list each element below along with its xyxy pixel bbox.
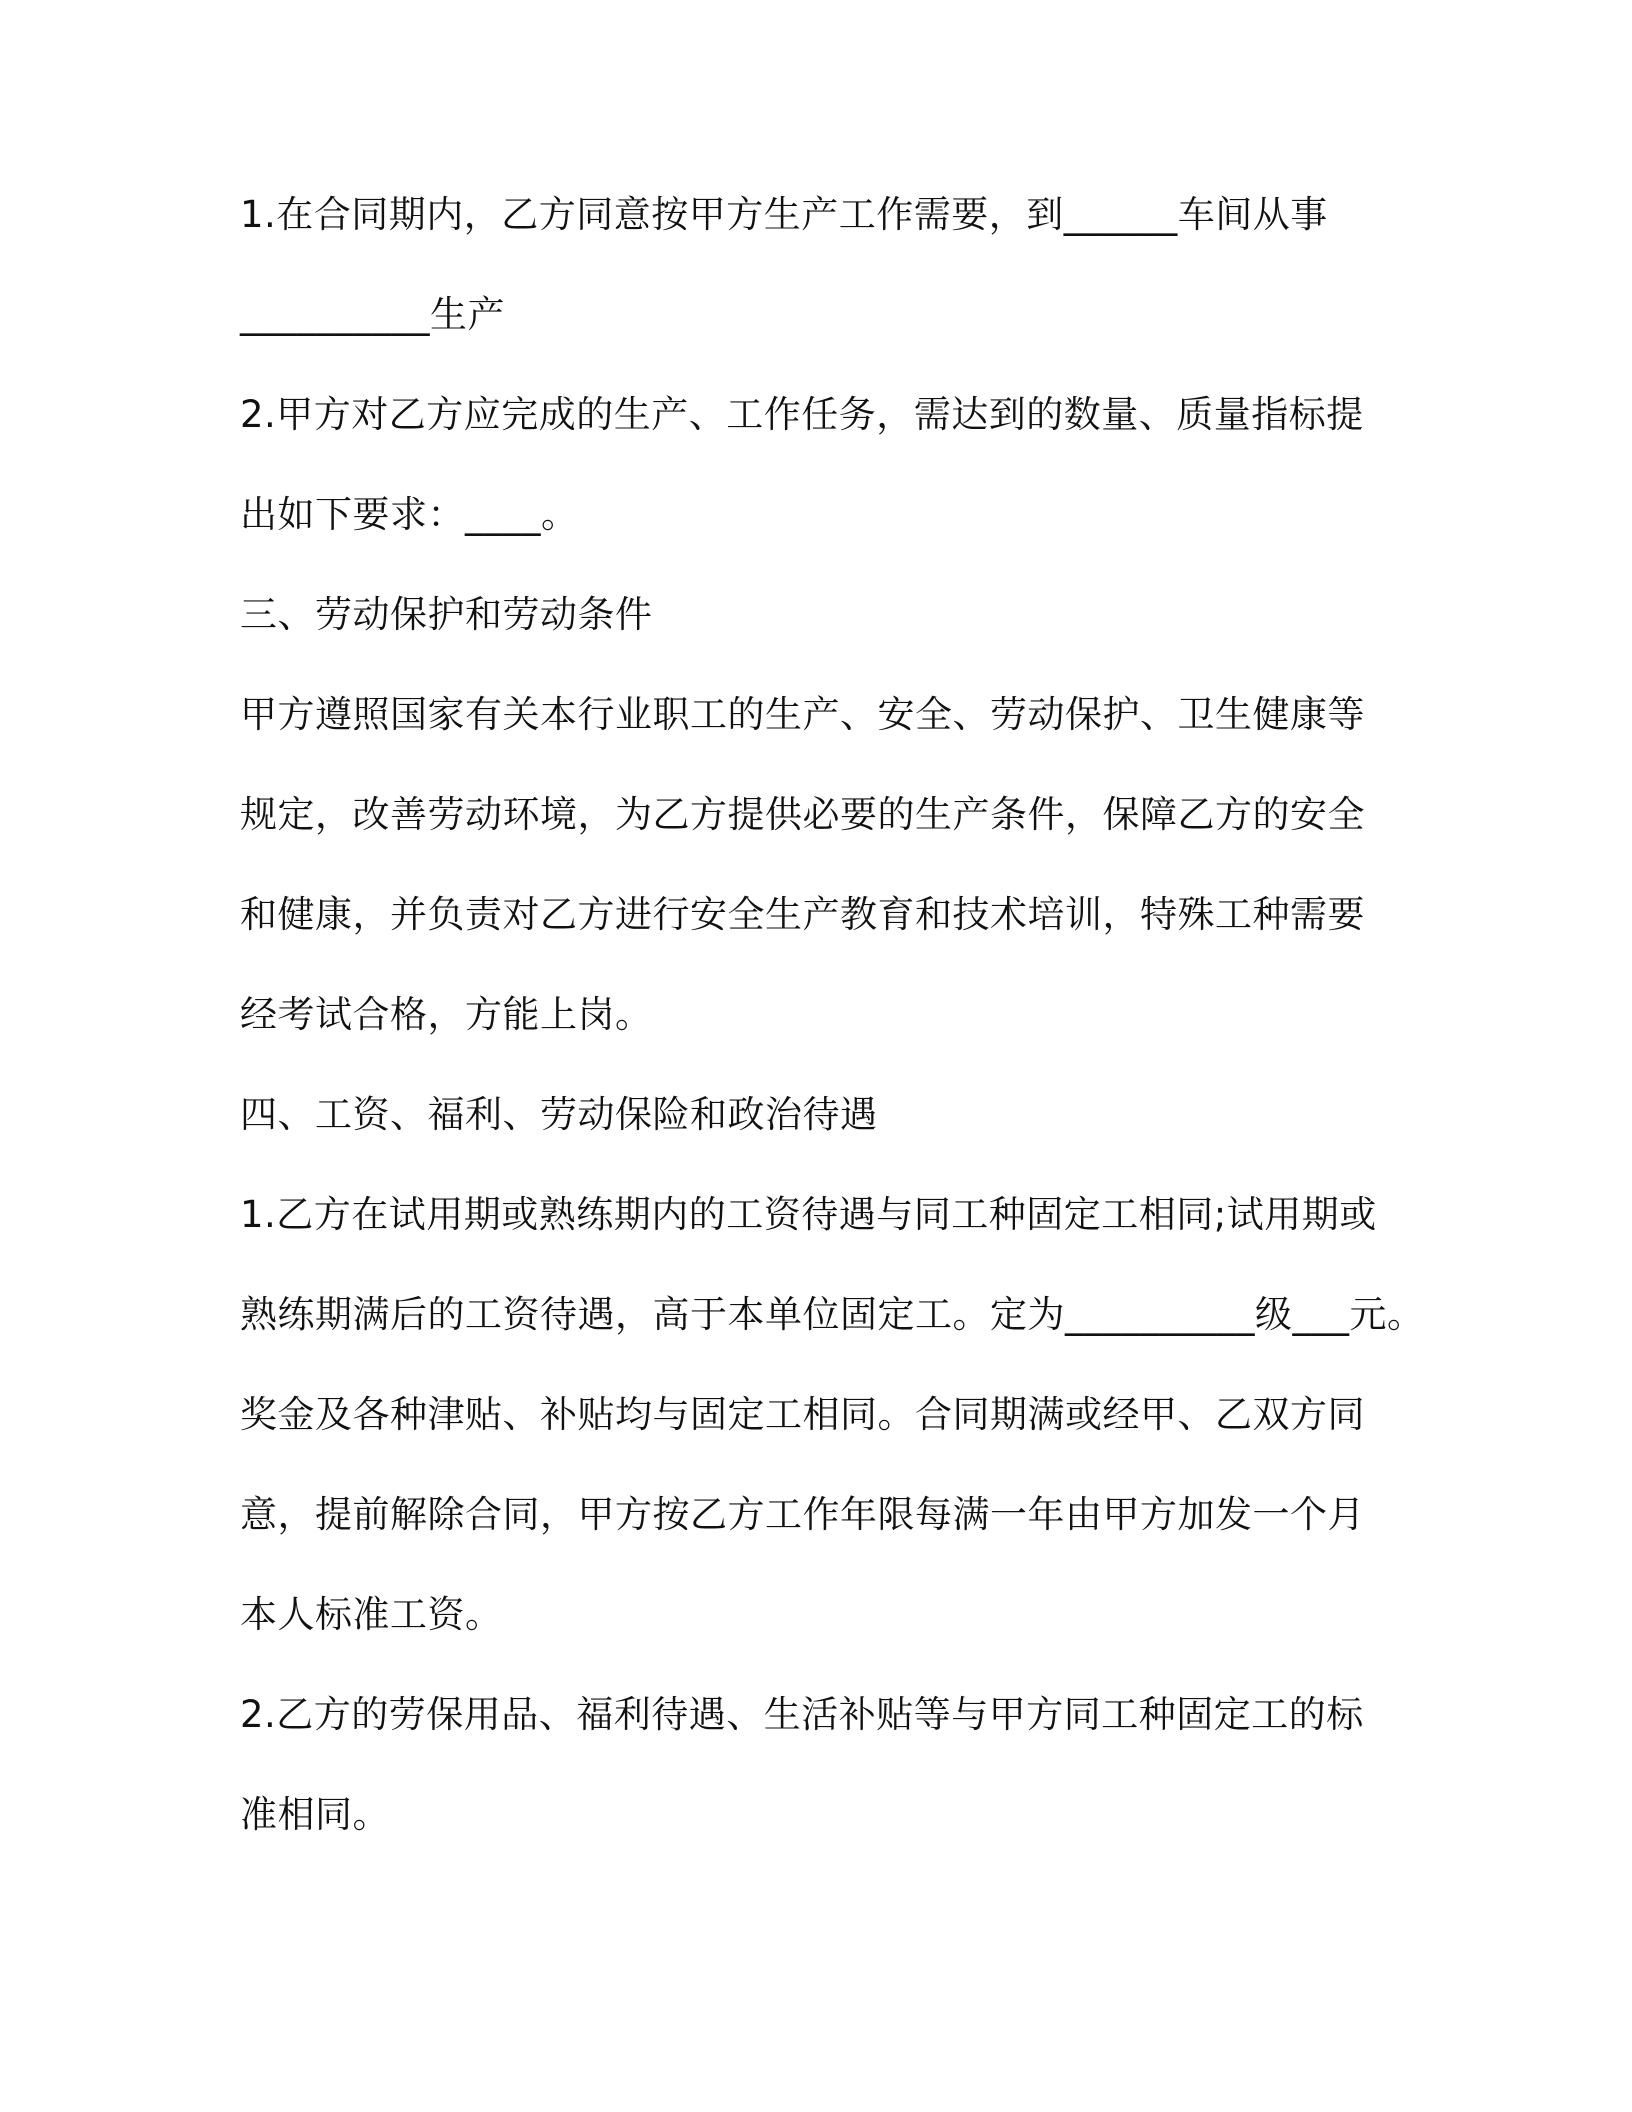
clause-4-1-line-3: 奖金及各种津贴、补贴均与固定工相同。合同期满或经甲、乙双方同 xyxy=(240,1393,1365,1436)
clause-4-1-line-1: 1.乙方在试用期或熟练期内的工资待遇与同工种固定工相同;试用期或 xyxy=(240,1193,1377,1236)
clause-2-2-line-2: 出如下要求：____。 xyxy=(240,493,579,536)
section-3-para-line-4: 经考试合格，方能上岗。 xyxy=(240,993,653,1036)
section-3-para-line-2: 规定，改善劳动环境，为乙方提供必要的生产条件，保障乙方的安全 xyxy=(240,793,1365,836)
clause-4-1-line-5: 本人标准工资。 xyxy=(240,1593,503,1636)
clause-4-1-line-4: 意，提前解除合同，甲方按乙方工作年限每满一年由甲方加发一个月 xyxy=(240,1493,1365,1536)
clause-2-1-line-1: 1.在合同期内，乙方同意按甲方生产工作需要，到______车间从事 xyxy=(240,193,1328,236)
section-3-heading: 三、劳动保护和劳动条件 xyxy=(240,593,653,636)
clause-4-1-line-2: 熟练期满后的工资待遇，高于本单位固定工。定为__________级___元。 xyxy=(240,1293,1425,1336)
section-3-para-line-3: 和健康，并负责对乙方进行安全生产教育和技术培训，特殊工种需要 xyxy=(240,893,1365,936)
clause-4-2-line-2: 准相同。 xyxy=(240,1793,390,1836)
section-3-para-line-1: 甲方遵照国家有关本行业职工的生产、安全、劳动保护、卫生健康等 xyxy=(240,693,1365,736)
clause-2-2-line-1: 2.甲方对乙方应完成的生产、工作任务，需达到的数量、质量指标提 xyxy=(240,393,1364,436)
clause-2-1-line-2: __________生产 xyxy=(240,293,505,336)
section-4-heading: 四、工资、福利、劳动保险和政治待遇 xyxy=(240,1093,878,1136)
clause-4-2-line-1: 2.乙方的劳保用品、福利待遇、生活补贴等与甲方同工种固定工的标 xyxy=(240,1693,1364,1736)
